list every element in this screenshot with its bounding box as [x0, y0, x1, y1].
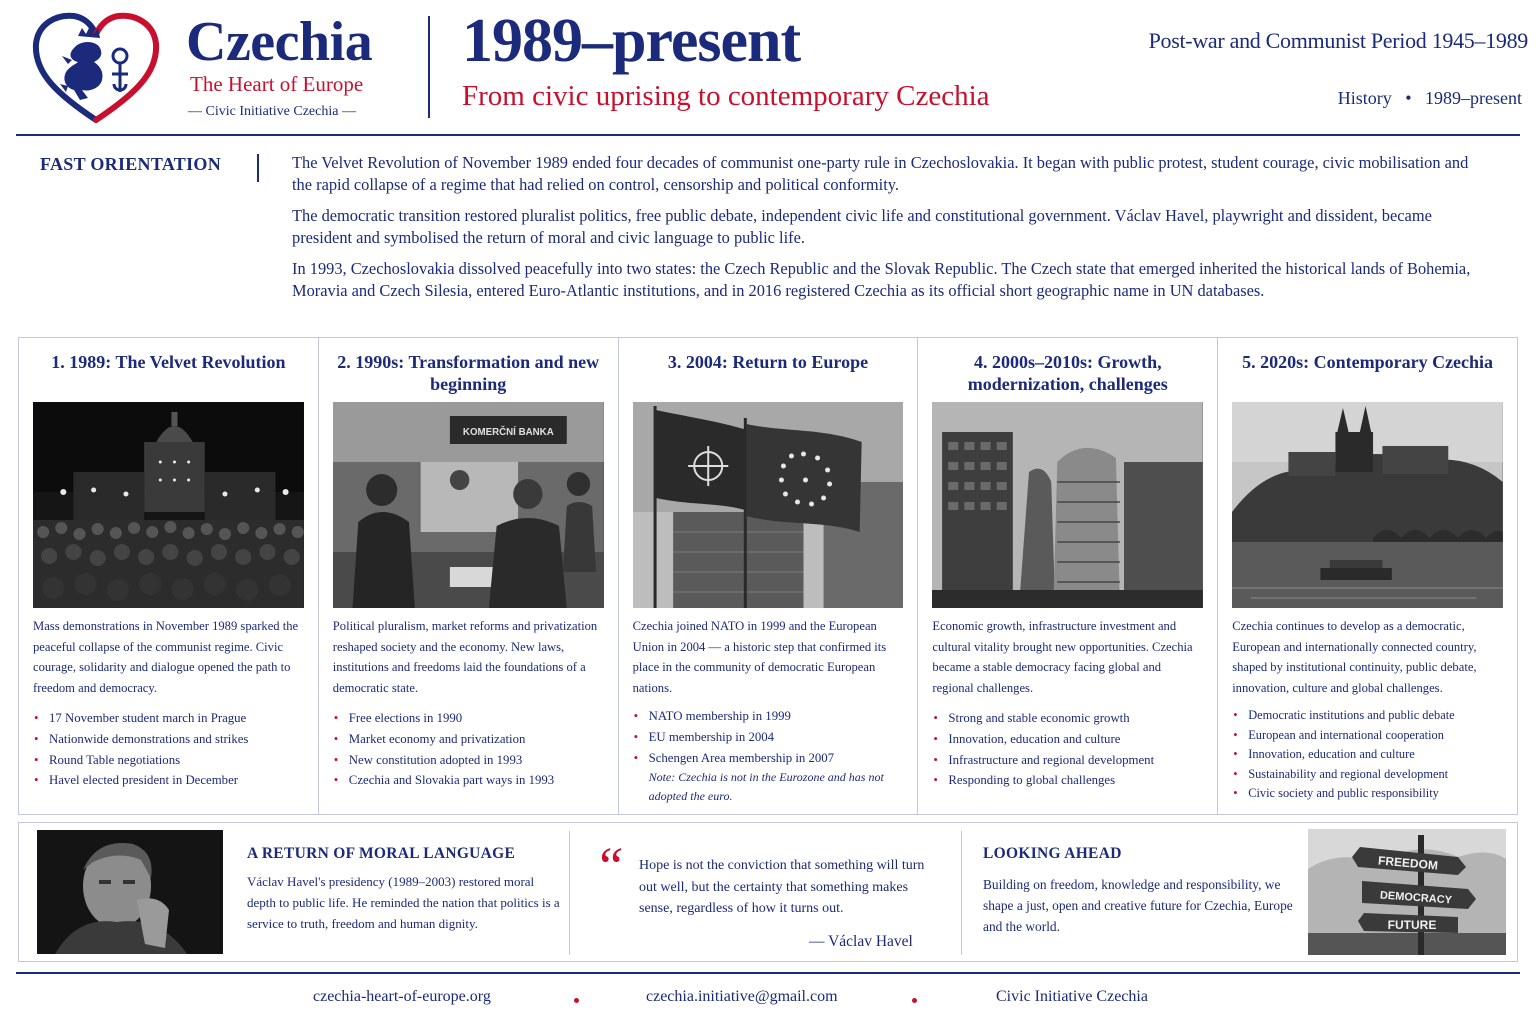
footer-separator-dot	[574, 998, 579, 1003]
list-item: • Havel elected president in December	[33, 770, 304, 791]
list-item: • Market economy and privatization	[333, 729, 604, 750]
orientation-text	[292, 152, 1492, 311]
list-item: • Round Table negotiations	[33, 750, 304, 771]
nato-eu-flags-photo	[633, 402, 904, 608]
breadcrumb-history[interactable]: History	[1337, 88, 1392, 108]
period-link[interactable]: Post-war and Communist Period 1945–1989	[1148, 28, 1528, 53]
era-title: 5. 2020s: Contemporary Czechia	[1242, 352, 1494, 372]
list-item: • EU membership in 2004	[633, 727, 904, 748]
page-header	[0, 0, 1536, 138]
era-bullet-list	[1232, 706, 1503, 804]
footer-separator-dot	[912, 998, 917, 1003]
list-item: • New constitution adopted in 1993	[333, 750, 604, 771]
list-item: • Responding to global challenges	[932, 770, 1203, 791]
footer-rule	[16, 972, 1520, 974]
era-cards	[18, 337, 1518, 815]
era-description: Czechia joined NATO in 1999 and the European Union in 2004 — a historic step that confirmed its place in the community of democratic European nations.	[632, 619, 887, 695]
header-rule	[16, 134, 1520, 136]
looking-ahead-text: Building on freedom, knowledge and responsibility, we shape a just, open and creative future for Czechia, Europe and the world.	[983, 877, 1293, 934]
bank-sign-text: KOMERČNÍ BANKA	[462, 426, 554, 439]
list-item: • 17 November student march in Prague	[33, 708, 304, 729]
era-description: Czechia continues to develop as a democratic, European and internationally connected country, shaped by institutional continuity, public debate, innovation, culture and global challenges.	[1232, 619, 1477, 695]
euro-note: Note: Czechia is not in the Eurozone and has not adopted the euro.	[648, 770, 884, 804]
page-footer	[0, 984, 1536, 1014]
quote-mark-icon: “	[594, 836, 625, 896]
prague-castle-photo	[1232, 402, 1503, 608]
era-description: Political pluralism, market reforms and privatization reshaped society and the economy. New laws, institutions and freedoms laid the foundations of a democratic state.	[332, 619, 598, 695]
moral-text: Václav Havel's presidency (1989–2003) restored moral depth to public life. He reminded the nation that politics is a service to truth, freedom and human dignity.	[247, 874, 560, 931]
sign-freedom: FREEDOM	[1377, 853, 1439, 873]
breadcrumb-current: 1989–present	[1425, 88, 1522, 108]
band-divider	[569, 831, 570, 955]
signpost-photo	[1308, 829, 1506, 955]
list-item: • NATO membership in 1999	[633, 706, 904, 727]
page-subtitle: From civic uprising to contemporary Czechia	[462, 80, 990, 112]
heart-lion-icon	[30, 12, 162, 126]
era-title: 4. 2000s–2010s: Growth, modernization, challenges	[967, 352, 1168, 394]
brand-title: Czechia	[186, 11, 373, 73]
era-description: Mass demonstrations in November 1989 sparked the peaceful collapse of the communist regime. Civic courage, solidarity and dialogue opened the path to freedom and democracy.	[33, 619, 299, 695]
list-item: • Free elections in 1990	[333, 708, 604, 729]
orientation-paragraph-3: In 1993, Czechoslovakia dissolved peacefully into two states: the Czech Republic and the Slovak Republic. The Czech state that emerged inherited the historical lands of Bohemia, Moravia and Czech Silesia, entered Euro-Atlantic institutions, and in 2016 registered Czechia as its official short geographic name in UN databases.	[292, 259, 1471, 300]
list-item: • Czechia and Slovakia part ways in 1993	[333, 770, 604, 791]
era-description: Economic growth, infrastructure investment and cultural vitality brought new opportunities. Czechia became a stable democracy facing global and regional challenges.	[932, 619, 1193, 695]
era-card-1990s	[319, 338, 619, 814]
era-bullet-list	[33, 708, 304, 791]
looking-ahead-title: LOOKING AHEAD	[983, 845, 1122, 862]
orientation-paragraph-1: The Velvet Revolution of November 1989 ended four decades of communist one-party rule in Czechoslovakia. It began with public protest, student courage, civic mobilisation and the rapid collapse of a regime that had relied on control, censorship and political conformity.	[292, 153, 1469, 194]
era-card-2000s-2010s	[918, 338, 1218, 814]
footer-website-link[interactable]: czechia-heart-of-europe.org	[313, 988, 491, 1005]
list-item: • Innovation, education and culture	[1232, 745, 1503, 765]
quote-text: Hope is not the conviction that something will turn out well, but the certainty that something makes sense, regardless of how it turns out.	[639, 858, 925, 916]
era-bullet-list	[932, 708, 1203, 791]
page-title: 1989–present	[462, 7, 801, 75]
list-item: • Sustainability and regional development	[1232, 765, 1503, 785]
era-title: 3. 2004: Return to Europe	[667, 352, 869, 372]
header-divider	[428, 16, 430, 118]
bank-counter-photo	[333, 402, 604, 608]
sign-democracy: DEMOCRACY	[1379, 889, 1453, 907]
footer-email-link[interactable]: czechia.initiative@gmail.com	[646, 988, 838, 1005]
breadcrumb-separator: •	[1405, 88, 1412, 108]
breadcrumb	[1338, 88, 1522, 109]
era-bullet-list	[633, 706, 904, 768]
era-bullet-list	[333, 708, 604, 791]
orientation-label: FAST ORIENTATION	[40, 154, 222, 174]
list-item: • Innovation, education and culture	[932, 729, 1203, 750]
havel-portrait-photo	[37, 830, 223, 954]
orientation-divider	[257, 154, 259, 182]
era-card-2020s	[1218, 338, 1517, 814]
list-item: • Schengen Area membership in 2007	[633, 748, 904, 769]
list-item: • Civic society and public responsibility	[1232, 784, 1503, 804]
footer-org: Civic Initiative Czechia	[996, 988, 1148, 1005]
list-item: • Infrastructure and regional development	[932, 750, 1203, 771]
era-card-2004	[619, 338, 919, 814]
orientation-paragraph-2: The democratic transition restored pluralist politics, free public debate, independent civic life and constitutional government. Václav Havel, playwright and dissident, became president and symbolised the return of moral and civic language to public life.	[292, 206, 1432, 247]
brand-subtitle: The Heart of Europe	[190, 72, 364, 96]
sign-future: FUTURE	[1387, 918, 1437, 932]
moral-title: A RETURN OF MORAL LANGUAGE	[247, 845, 516, 862]
list-item: • Democratic institutions and public debate	[1232, 706, 1503, 726]
quote-author: — Václav Havel	[809, 933, 913, 950]
list-item: • Nationwide demonstrations and strikes	[33, 729, 304, 750]
brand-org: — Civic Initiative Czechia —	[188, 104, 356, 119]
velvet-revolution-photo	[33, 402, 304, 608]
era-title: 1. 1989: The Velvet Revolution	[51, 352, 286, 372]
bottom-band	[18, 822, 1518, 962]
era-title: 2. 1990s: Transformation and new beginning	[337, 352, 600, 394]
dancing-house-photo	[932, 402, 1203, 608]
band-divider	[961, 831, 962, 955]
list-item: • European and international cooperation	[1232, 726, 1503, 746]
list-item: • Strong and stable economic growth	[932, 708, 1203, 729]
era-card-1989	[19, 338, 319, 814]
